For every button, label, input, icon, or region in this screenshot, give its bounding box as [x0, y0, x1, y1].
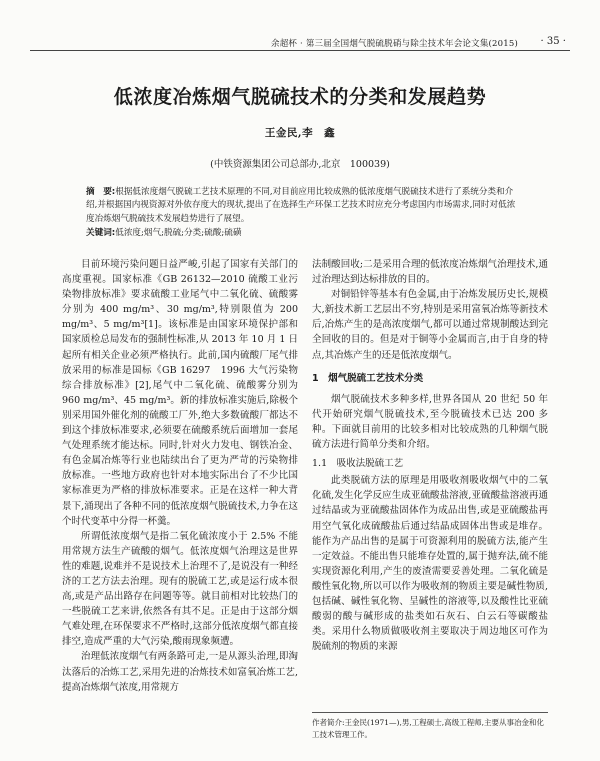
keywords-label: 关键词:	[86, 228, 116, 239]
affiliation: (中铁资源集团公司总部办,北京 100039)	[210, 159, 390, 170]
body-paragraph: 法制酸回收;二是采用合理的低浓度冶炼烟气治理技术,通过治理达到达标排放的目的。	[312, 259, 548, 286]
body-paragraph: 此类脱硫方法的原理是用吸收剂吸收烟气中的二氧化硫,发生化学反应生成亚硫酸盐溶液,亚硫酸盐溶液再通过结晶或为亚硫酸盐固体作为成品出售,或是亚硫酸盐再用空气氧化成硫酸盐后通过结晶成固体出售或是堆存。能作为产品出售的是属于可资源利用的脱硫方法,能产生一定效益。不能出售只能堆存处置的,属于抛弃法,硫不能实现资源化利用,产生的废渣需要妥善处理。二氧化硫是酸性氧化物,所以可以作为吸收剂的物质主要是碱性物质,包括碱、碱性氧化物、呈碱性的溶液等,以及酸性比亚硫酸弱的酸与碱形成的盐类如石灰石、白云石等碳酸盐类。采用什么物质做吸收剂主要取决于周边地区可作为脱硫剂的物质的来源	[312, 475, 548, 653]
body-paragraph: 所谓低浓度烟气是指二氧化硫浓度小于 2.5% 不能用常规方法生产硫酸的烟气。低浓度烟气治理这是世界性的难题,说难并不是说技术上治理不了,是说没有一种经济的工艺方法去治理。现有的脱硫工艺,或是运行成本很高,或是产品出路存在问题等等。就目前相对比较热门的一些脱硫工艺来讲,依然各有其不足。正是由于这部分烟气难处理,在环保要求不严格时,这部分低浓度烟气都直接排空,造成严重的大气污染,酸雨现象频遭。	[62, 530, 298, 648]
page-number: · 35 ·	[540, 36, 566, 47]
section-heading: 1 烟气脱硫工艺技术分类	[312, 372, 424, 384]
body-paragraph: 对铜铅锌等基本有色金属,由于冶炼发展历史长,规模大,新技术新工艺层出不穷,特别是采用富氧冶炼等新技术后,冶炼产生的是高浓度烟气,都可以通过常规制酸达到完全回收的目的。但是对于铜等小金属而言,由于自身的特点,其冶炼产生的还是低浓度烟气。	[312, 289, 548, 361]
body-paragraph: 治理低浓度烟气有两条路可走,一是从源头治理,即淘汰落后的冶炼工艺,采用先进的冶炼技术如富氧冶炼工艺,提高冶炼烟气浓度,用常规方	[62, 651, 298, 693]
subsection-heading: 1.1 吸收法脱硫工艺	[312, 458, 404, 470]
abstract	[86, 186, 516, 241]
keywords	[86, 227, 516, 240]
body-paragraph: 目前环境污染问题日益严峻,引起了国家有关部门的高度重视。国家标准《GB 26132—2010 硫酸工业污染物排放标准》要求硫酸工业尾气中二氧化硫、硫酸雾分别为 400 mg/m³、30 mg/m³,特别限值为 200 mg/m³、5 mg/m³[1]。该标准是由国家环境保护部和国家质检总局发布的强制性标准,从 2013 年 10 月 1 日起所有相关企业必须严格执行。此前,国内硫酸厂尾气排放采用的标准是国标《GB 16297 1996 大气污染物综合排放标准》[2],尾气中二氧化硫、硫酸雾分别为 960 mg/m³、45 mg/m³。新的排放标准实施后,除极个别采用国外催化剂的硫酸工厂外,绝大多数硫酸厂都达不到这个排放标准要求,必须要在硫酸系统后面增加一套尾气处理系统才能达标。同时,针对火力发电、钢铁冶金、有色金属冶炼等行业也陆续出台了更为严苛的污染物排放标准。一些地方政府也针对本地实际出台了不少比国家标准更为严格的排放标准要求。正是在这样一种大背景下,涌现出了各种不同的低浓度烟气脱硫技术,力争在这个时代变革中分得一杯羹。	[62, 259, 298, 527]
paper-title: 低浓度冶炼烟气脱硫技术的分类和发展趋势	[113, 86, 487, 108]
keywords-text: 低浓度;烟气;脱硫;分类;硫酸;硫磺	[115, 228, 242, 239]
running-header	[30, 34, 570, 51]
right-column	[312, 257, 548, 654]
body-paragraph: 烟气脱硫技术多种多样,世界各国从 20 世纪 50 年代开始研究烟气脱硫技术,至今脱硫技术已达 200 多种。下面就目前用的比较多相对比较成熟的几种烟气脱硫方法进行简单分类和介绍。	[312, 393, 548, 451]
conference-title: 余超杯 · 第三届全国烟气脱硫脱硝与除尘技术年会论文集(2015)	[271, 39, 518, 49]
abstract-text: 根据低浓度烟气脱硫工艺技术原理的不同,对目前应用比较成熟的低浓度烟气脱硫技术进行了系统分类和介绍,并根据国内视资源对外依存度大的现状,提出了在选择生产环保工艺技术时应充分考虑国内市场需求,同时对低浓度冶炼烟气脱硫技术发展趋势进行了展望。	[86, 187, 516, 224]
abstract-label: 摘 要:	[86, 187, 116, 197]
footnote: 作者简介:王金民(1971—),男,工程硕士,高级工程师,主要从事冶金和化工技术管理工作。	[312, 712, 548, 741]
left-column	[62, 257, 298, 695]
authors: 王金民,李 鑫	[264, 127, 336, 139]
